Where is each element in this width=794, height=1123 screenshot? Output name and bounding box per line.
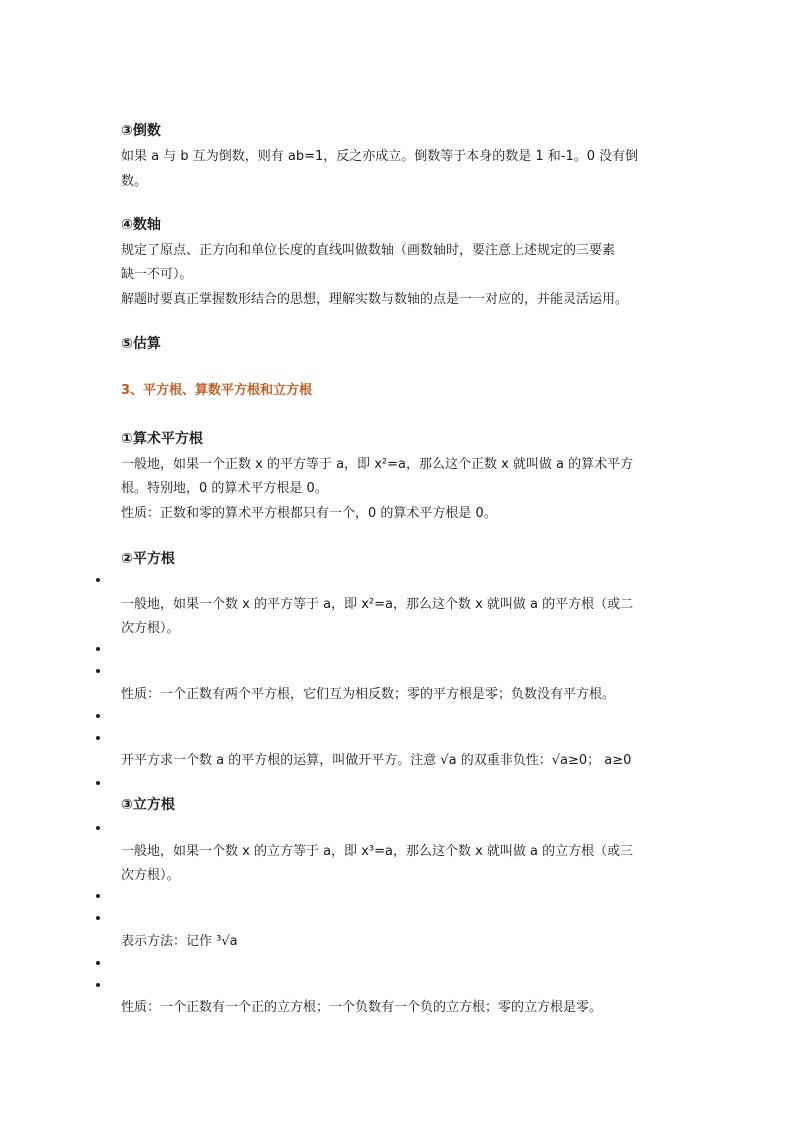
arith-sqrt-text-2: 根。特别地，0 的算术平方根是 0。 — [121, 481, 328, 496]
bullet — [96, 736, 100, 740]
heading-estimate: ⑤估算 — [121, 336, 161, 352]
bullet — [96, 826, 100, 830]
bullet — [96, 647, 100, 651]
bullet — [96, 669, 100, 673]
bullet — [96, 894, 100, 898]
heading-number-line: ④数轴 — [121, 217, 161, 233]
number-line-text-2: 缺一不可）。 — [121, 267, 193, 282]
sqrt-text-1: 一般地，如果一个数 x 的平方等于 a，即 x²=a，那么这个数 x 就叫做 a 的平方根（或二 — [121, 597, 634, 612]
sqrt-text-2: 次方根）。 — [121, 621, 180, 636]
sqrt-text-3: 性质：一个正数有两个平方根，它们互为相反数；零的平方根是零；负数没有平方根。 — [121, 687, 616, 702]
heading-arith-sqrt: ①算术平方根 — [121, 431, 203, 447]
cbrt-text-1: 一般地，如果一个数 x 的立方等于 a，即 x³=a，那么这个数 x 就叫做 a 的立方根（或三 — [121, 844, 634, 859]
arith-sqrt-text-3: 性质：正数和零的算术平方根都只有一个，0 的算术平方根是 0。 — [121, 506, 497, 521]
reciprocal-text-1: 如果 a 与 b 互为倒数，则有 ab=1，反之亦成立。倒数等于本身的数是 1 和-1。0 没有倒 — [121, 149, 639, 164]
arith-sqrt-text-1: 一般地，如果一个正数 x 的平方等于 a，即 x²=a，那么这个正数 x 就叫做 a 的算术平方 — [121, 457, 634, 472]
bullet — [96, 781, 100, 785]
bullet — [96, 916, 100, 920]
number-line-text-3: 解题时要真正掌握数形结合的思想，理解实数与数轴的点是一一对应的，并能灵活运用。 — [121, 292, 629, 307]
heading-cbrt: ③立方根 — [121, 797, 175, 813]
sqrt-text-4: 开平方求一个数 a 的平方根的运算，叫做开平方。注意 √a 的双重非负性：√a≥0； a≥0 — [121, 753, 632, 768]
cbrt-text-2: 次方根）。 — [121, 868, 180, 883]
bullet — [96, 961, 100, 965]
bullet — [96, 714, 100, 718]
chapter-heading: 3、平方根、算数平方根和立方根 — [121, 383, 313, 398]
heading-reciprocal: ③倒数 — [121, 123, 161, 139]
bullet — [96, 578, 100, 582]
bullet — [96, 983, 100, 987]
heading-sqrt: ②平方根 — [121, 551, 175, 567]
number-line-text-1: 规定了原点、正方向和单位长度的直线叫做数轴（画数轴时，要注意上述规定的三要素 — [121, 243, 616, 258]
reciprocal-text-2: 数。 — [121, 174, 148, 189]
cbrt-text-4: 性质：一个正数有一个正的立方根；一个负数有一个负的立方根；零的立方根是零。 — [121, 1000, 603, 1015]
cbrt-text-3: 表示方法：记作 ³√a — [121, 934, 238, 949]
